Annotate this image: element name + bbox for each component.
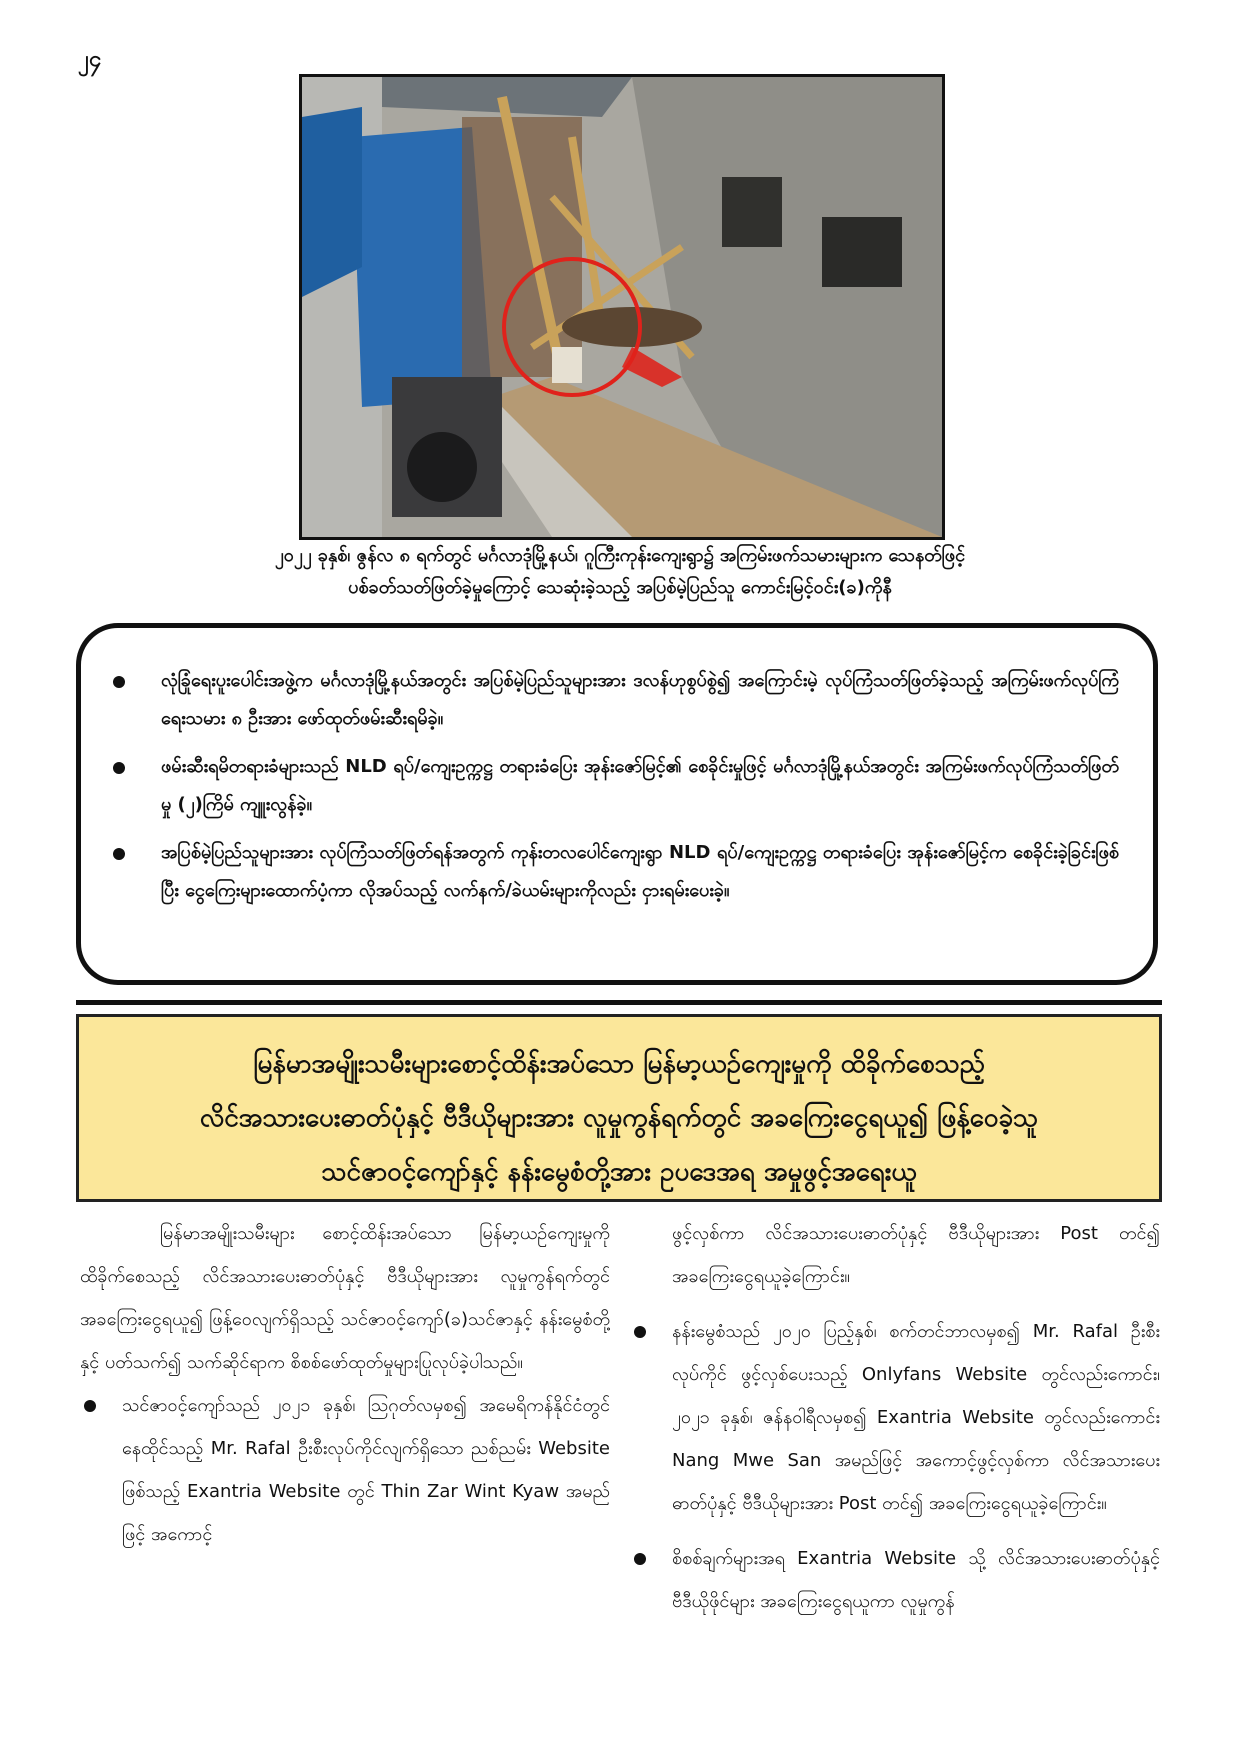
body-list-right bbox=[630, 1310, 1160, 1623]
body-bullet-1-continued: ဖွင့်လှစ်ကာ လိင်အသားပေးဓာတ်ပုံနှင့် ဗီဒီယိုများအား Post တင်၍ အခကြေးငွေရယူခဲ့ကြောင်း။ bbox=[672, 1223, 1160, 1287]
summary-box bbox=[76, 623, 1158, 985]
intro-paragraph: မြန်မာအမျိုးသမီးများ စောင့်ထိန်းအပ်သော မြန်မာ့ယဉ်ကျေးမှုကို ထိခိုက်စေသည့် လိင်အသားပေးဓာတ်ပုံနှင့် ဗီဒီယိုများအား လူမှုကွန်ရက်တွင် အခကြေးငွေရယူ၍ ဖြန့်ဝေလျက်ရှိသည့် သင်ဇာဝင့်ကျော်(ခ)သင်ဇာနှင့် နန်းမွေစံတို့နှင့် ပတ်သက်၍ သက်ဆိုင်ရာက စိစစ်ဖော်ထုတ်မှုများပြုလုပ်ခဲ့ပါသည်။ bbox=[80, 1223, 610, 1373]
summary-item-text: လုံခြုံရေးပူးပေါင်းအဖွဲ့က မင်္ဂလာဒုံမြို့နယ်အတွင်း အပြစ်မဲ့ပြည်သူများအား ဒလန်ဟုစွပ်စွဲ၍ အကြောင်းမဲ့ လုပ်ကြံသတ်ဖြတ်ခဲ့သည့် အကြမ်းဖက်လုပ်ကြံရေးသမား ၈ ဦးအား ဖော်ထုတ်ဖမ်းဆီးရမိခဲ့။ bbox=[161, 670, 1119, 729]
caption-line-2: ပစ်ခတ်သတ်ဖြတ်ခဲ့မှုကြောင့် သေဆုံးခဲ့သည့် အပြစ်မဲ့ပြည်သူ ကောင်းမြင့်ဝင်း(ခ)ကိုနီ bbox=[348, 577, 892, 598]
bullet-icon bbox=[113, 762, 125, 774]
bullet-icon bbox=[84, 1400, 96, 1412]
photo-illustration bbox=[302, 77, 942, 537]
body-bullet-3 bbox=[630, 1537, 1160, 1623]
body-bullet-2 bbox=[630, 1310, 1160, 1525]
body-bullet-text: နန်းမွေစံသည် ၂၀၂၀ ပြည့်နှစ်၊ စက်တင်ဘာလမှစ၍ Mr. Rafal ဦးစီးလုပ်ကိုင် ဖွင့်လှစ်ပေးသည့် Onlyfans Website တွင်လည်းကောင်း၊ ၂၀၂၁ ခုနှစ်၊ ဇန်နဝါရီလမှစ၍ Exantria Website တွင်လည်းကောင်း Nang Mwe San အမည်ဖြင့် အကောင့်ဖွင့်လှစ်ကာ လိင်အသားပေးဓာတ်ပုံနှင့် ဗီဒီယိုများအား Post တင်၍ အခကြေးငွေရယူခဲ့ကြောင်း။ bbox=[672, 1321, 1160, 1514]
body-column-left bbox=[80, 1212, 610, 1568]
body-bullet-text: စိစစ်ချက်များအရ Exantria Website သို့ လိင်အသားပေးဓာတ်ပုံနှင့် ဗီဒီယိုဖိုင်များ အခကြေးငွေရယူကာ လူမှုကွန် bbox=[672, 1548, 1160, 1612]
headline-line-1: မြန်မာအမျိုးသမီးများစောင့်ထိန်းအပ်သော မြန်မာ့ယဉ်ကျေးမှုကို ထိခိုက်စေသည့် bbox=[253, 1049, 985, 1079]
summary-item bbox=[109, 834, 1119, 910]
bullet-icon bbox=[634, 1326, 646, 1338]
page-number: ၂၄ bbox=[78, 47, 102, 72]
bullet-icon bbox=[113, 676, 125, 688]
headline-box bbox=[76, 1014, 1162, 1202]
headline-line-3: သင်ဇာဝင့်ကျော်နှင့် နန်းမွေစံတို့အား ဥပဒေအရ အမှုဖွင့်အရေးယူ bbox=[321, 1157, 917, 1187]
summary-item bbox=[109, 662, 1119, 738]
bullet-icon bbox=[634, 1553, 646, 1565]
bullet-icon bbox=[113, 848, 125, 860]
section-divider bbox=[76, 1000, 1162, 1005]
summary-item bbox=[109, 748, 1119, 824]
news-photo bbox=[299, 74, 945, 540]
caption-line-1: ၂၀၂၂ ခုနှစ်၊ ဇွန်လ ၈ ရက်တွင် မင်္ဂလာဒုံမြို့နယ်၊ ဂူကြီးကုန်းကျေးရွာ၌ အကြမ်းဖက်သမားများက သေနတ်ဖြင့် bbox=[274, 545, 966, 566]
summary-item-text: ဖမ်းဆီးရမိတရားခံများသည် NLD ရပ်/ကျေးဥက္ကဋ္ဌ တရားခံပြေး အုန်းဇော်မြင့်၏ စေခိုင်းမှုဖြင့် မင်္ဂလာဒုံမြို့နယ်အတွင်း အကြမ်းဖက်လုပ်ကြံသတ်ဖြတ်မှု (၂)ကြိမ် ကျူးလွန်ခဲ့။ bbox=[161, 756, 1119, 815]
summary-list bbox=[109, 662, 1119, 910]
body-column-right bbox=[630, 1212, 1160, 1635]
body-bullet-1 bbox=[80, 1384, 610, 1556]
photo-caption bbox=[140, 540, 1100, 604]
body-list-left bbox=[80, 1384, 610, 1556]
headline-line-2: လိင်အသားပေးဓာတ်ပုံနှင့် ဗီဒီယိုများအား လူမှုကွန်ရက်တွင် အခကြေးငွေရယူ၍ ဖြန့်ဝေခဲ့သူ bbox=[199, 1103, 1039, 1133]
summary-item-text: အပြစ်မဲ့ပြည်သူများအား လုပ်ကြံသတ်ဖြတ်ရန်အတွက် ကုန်းတလပေါင်ကျေးရွာ NLD ရပ်/ကျေးဥက္ကဋ္ဌ တရားခံပြေး အုန်းဇော်မြင့်က စေခိုင်းခဲ့ခြင်းဖြစ်ပြီး ငွေကြေးများထောက်ပံ့ကာ လိုအပ်သည့် လက်နက်/ခဲယမ်းများကိုလည်း ငှားရမ်းပေးခဲ့။ bbox=[161, 842, 1119, 901]
body-bullet-text: သင်ဇာဝင့်ကျော်သည် ၂၀၂၁ ခုနှစ်၊ ဩဂုတ်လမှစ၍ အမေရိကန်နိုင်ငံတွင် နေထိုင်သည့် Mr. Rafal ဦးစီးလုပ်ကိုင်လျက်ရှိသော ညစ်ညမ်း Website ဖြစ်သည့် Exantria Website တွင် Thin Zar Wint Kyaw အမည်ဖြင့် အကောင့် bbox=[122, 1395, 610, 1545]
